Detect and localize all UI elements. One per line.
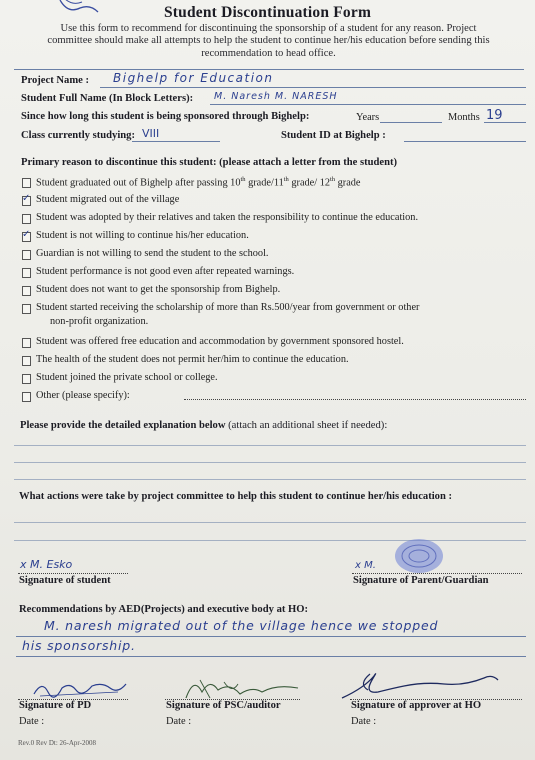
pd-date-label: Date :: [19, 716, 45, 727]
reason-text: Student was adopted by their relatives and taken the responsibility to continue the education.: [36, 212, 419, 223]
reason-text: Student does not want to get the sponsorship from Bighelp.: [36, 284, 281, 295]
thumb-impression-icon: [393, 536, 445, 576]
actions-line-2: [14, 540, 526, 541]
reason-checkbox[interactable]: [22, 250, 31, 260]
intro-line-3: recommendation to head office.: [201, 47, 336, 59]
reason-label: [36, 284, 280, 295]
project-name-label: Project Name :: [21, 75, 90, 86]
reason-checkbox[interactable]: [22, 229, 31, 242]
header-rule: [14, 69, 524, 70]
reason-label: [36, 336, 404, 347]
student-signature-line: [18, 573, 128, 574]
reason-text: The health of the student does not permit her/him to continue the education.: [36, 354, 349, 365]
reason-text: Other (please specify):: [36, 390, 130, 401]
explanation-label: [20, 420, 387, 431]
form-intro: [12, 23, 525, 60]
reason-label: [36, 194, 179, 205]
reason-text-part: grade/11: [245, 177, 284, 189]
other-specify-line: [184, 399, 526, 400]
checkmark-icon: ✓: [22, 229, 31, 240]
reason-text-part: grade: [335, 177, 361, 189]
student-name-line: [210, 104, 526, 105]
class-value[interactable]: VIII: [142, 127, 160, 140]
student-signature-label: Signature of student: [19, 575, 111, 586]
checkmark-icon: ✓: [22, 193, 31, 204]
approver-date-label: Date :: [351, 716, 377, 727]
reason-checkbox[interactable]: [22, 178, 31, 188]
years-line: [380, 122, 442, 123]
explanation-label-suffix: (attach an additional sheet if needed):: [225, 420, 388, 431]
reason-label: [36, 354, 349, 365]
reason-text: Student is not willing to continue his/her education.: [36, 230, 249, 241]
explanation-line-2: [14, 462, 526, 463]
psc-date-label: Date :: [166, 716, 192, 727]
psc-signature-label: Signature of PSC/auditor: [166, 700, 281, 711]
psc-signature-icon: [180, 672, 304, 702]
reason-checkbox[interactable]: [22, 374, 31, 384]
reason-checkbox[interactable]: [22, 268, 31, 278]
recommendation-line-2[interactable]: his sponsorship.: [22, 638, 136, 653]
revision-footer: Rev.0 Rev Dt: 26-Apr-2008: [18, 739, 96, 747]
reason-text-part: Student graduated out of Bighelp after passing 10: [36, 177, 241, 189]
pd-signature-icon: [30, 676, 130, 700]
months-value[interactable]: 19: [486, 108, 503, 123]
reason-text-part: grade/ 12: [288, 177, 330, 189]
project-name-value[interactable]: Bighelp for Education: [113, 71, 274, 85]
reason-checkbox[interactable]: [22, 286, 31, 296]
ordinal-suffix: th: [240, 176, 246, 183]
reason-text: Student was offered free education and accommodation by government sponsored hostel.: [36, 336, 404, 347]
student-name-label: Student Full Name (In Block Letters):: [21, 93, 194, 104]
reason-label: [36, 372, 218, 383]
years-label: Years: [356, 112, 380, 123]
class-label: Class currently studying:: [21, 130, 135, 141]
reason-label: [36, 302, 419, 313]
intro-line-1: Use this form to recommend for discontinuing the sponsorship of a student for any reason. Project: [60, 23, 477, 34]
class-line: [132, 141, 220, 142]
parent-signature-label: Signature of Parent/Guardian: [353, 575, 489, 586]
reason-label: [36, 230, 249, 241]
recommendation-rule-2: [16, 656, 526, 657]
pd-signature-label: Signature of PD: [19, 700, 92, 711]
reason-text: Student started receiving the scholarship of more than Rs.500/year from government or other: [36, 302, 420, 313]
explanation-line-3: [14, 479, 526, 480]
reason-checkbox[interactable]: [22, 193, 31, 206]
reason-checkbox[interactable]: [22, 356, 31, 366]
student-signature: x M. Esko: [20, 558, 73, 571]
reason-label: [36, 176, 361, 188]
approver-signature-label: Signature of approver at HO: [351, 700, 482, 711]
reason-checkbox[interactable]: [22, 392, 31, 402]
approver-signature-icon: [334, 668, 504, 702]
months-line: [484, 122, 526, 123]
student-id-label: Student ID at Bighelp :: [281, 130, 386, 141]
reason-checkbox[interactable]: [22, 214, 31, 224]
recommendations-label: Recommendations by AED(Projects) and executive body at HO:: [19, 604, 309, 615]
reason-text: Student migrated out of the village: [36, 194, 180, 205]
student-name-value[interactable]: M. Naresh M. NARESH: [214, 91, 338, 102]
ordinal-suffix: th: [283, 176, 289, 183]
reason-label: [36, 212, 418, 223]
parent-signature-line: [352, 573, 522, 574]
recommendation-line-1[interactable]: M. naresh migrated out of the village hence we stopped: [44, 618, 439, 633]
sponsored-label: Since how long this student is being sponsored through Bighelp:: [21, 111, 310, 122]
recommendation-rule-1: [16, 636, 526, 637]
reason-label: [36, 266, 294, 277]
intro-line-2: committee should make all attempts to help the student to continue her/his education before sending this: [47, 35, 490, 47]
reason-checkbox[interactable]: [22, 304, 31, 314]
student-id-line: [404, 141, 526, 142]
reason-label-continued: non-profit organization.: [50, 316, 149, 327]
explanation-line-1: [14, 445, 526, 446]
form-title: Student Discontinuation Form: [163, 4, 372, 21]
project-name-line: [100, 87, 526, 88]
actions-line-1: [14, 522, 526, 523]
explanation-label-main: Please provide the detailed explanation below: [20, 420, 226, 431]
reason-text: Guardian is not willing to send the student to the school.: [36, 248, 269, 259]
reason-checkbox[interactable]: [22, 338, 31, 348]
reasons-heading: Primary reason to discontinue this student: (please attach a letter from the student): [21, 157, 398, 168]
parent-signature: x M.: [355, 560, 376, 571]
months-label: Months: [448, 112, 480, 123]
reason-text: Student joined the private school or college.: [36, 372, 218, 383]
ordinal-suffix: th: [330, 176, 336, 183]
reason-text: Student performance is not good even after repeated warnings.: [36, 266, 295, 277]
actions-label: What actions were take by project committee to help this student to continue her/his education :: [19, 491, 453, 502]
reason-label: [36, 390, 130, 401]
reason-label: [36, 248, 269, 259]
